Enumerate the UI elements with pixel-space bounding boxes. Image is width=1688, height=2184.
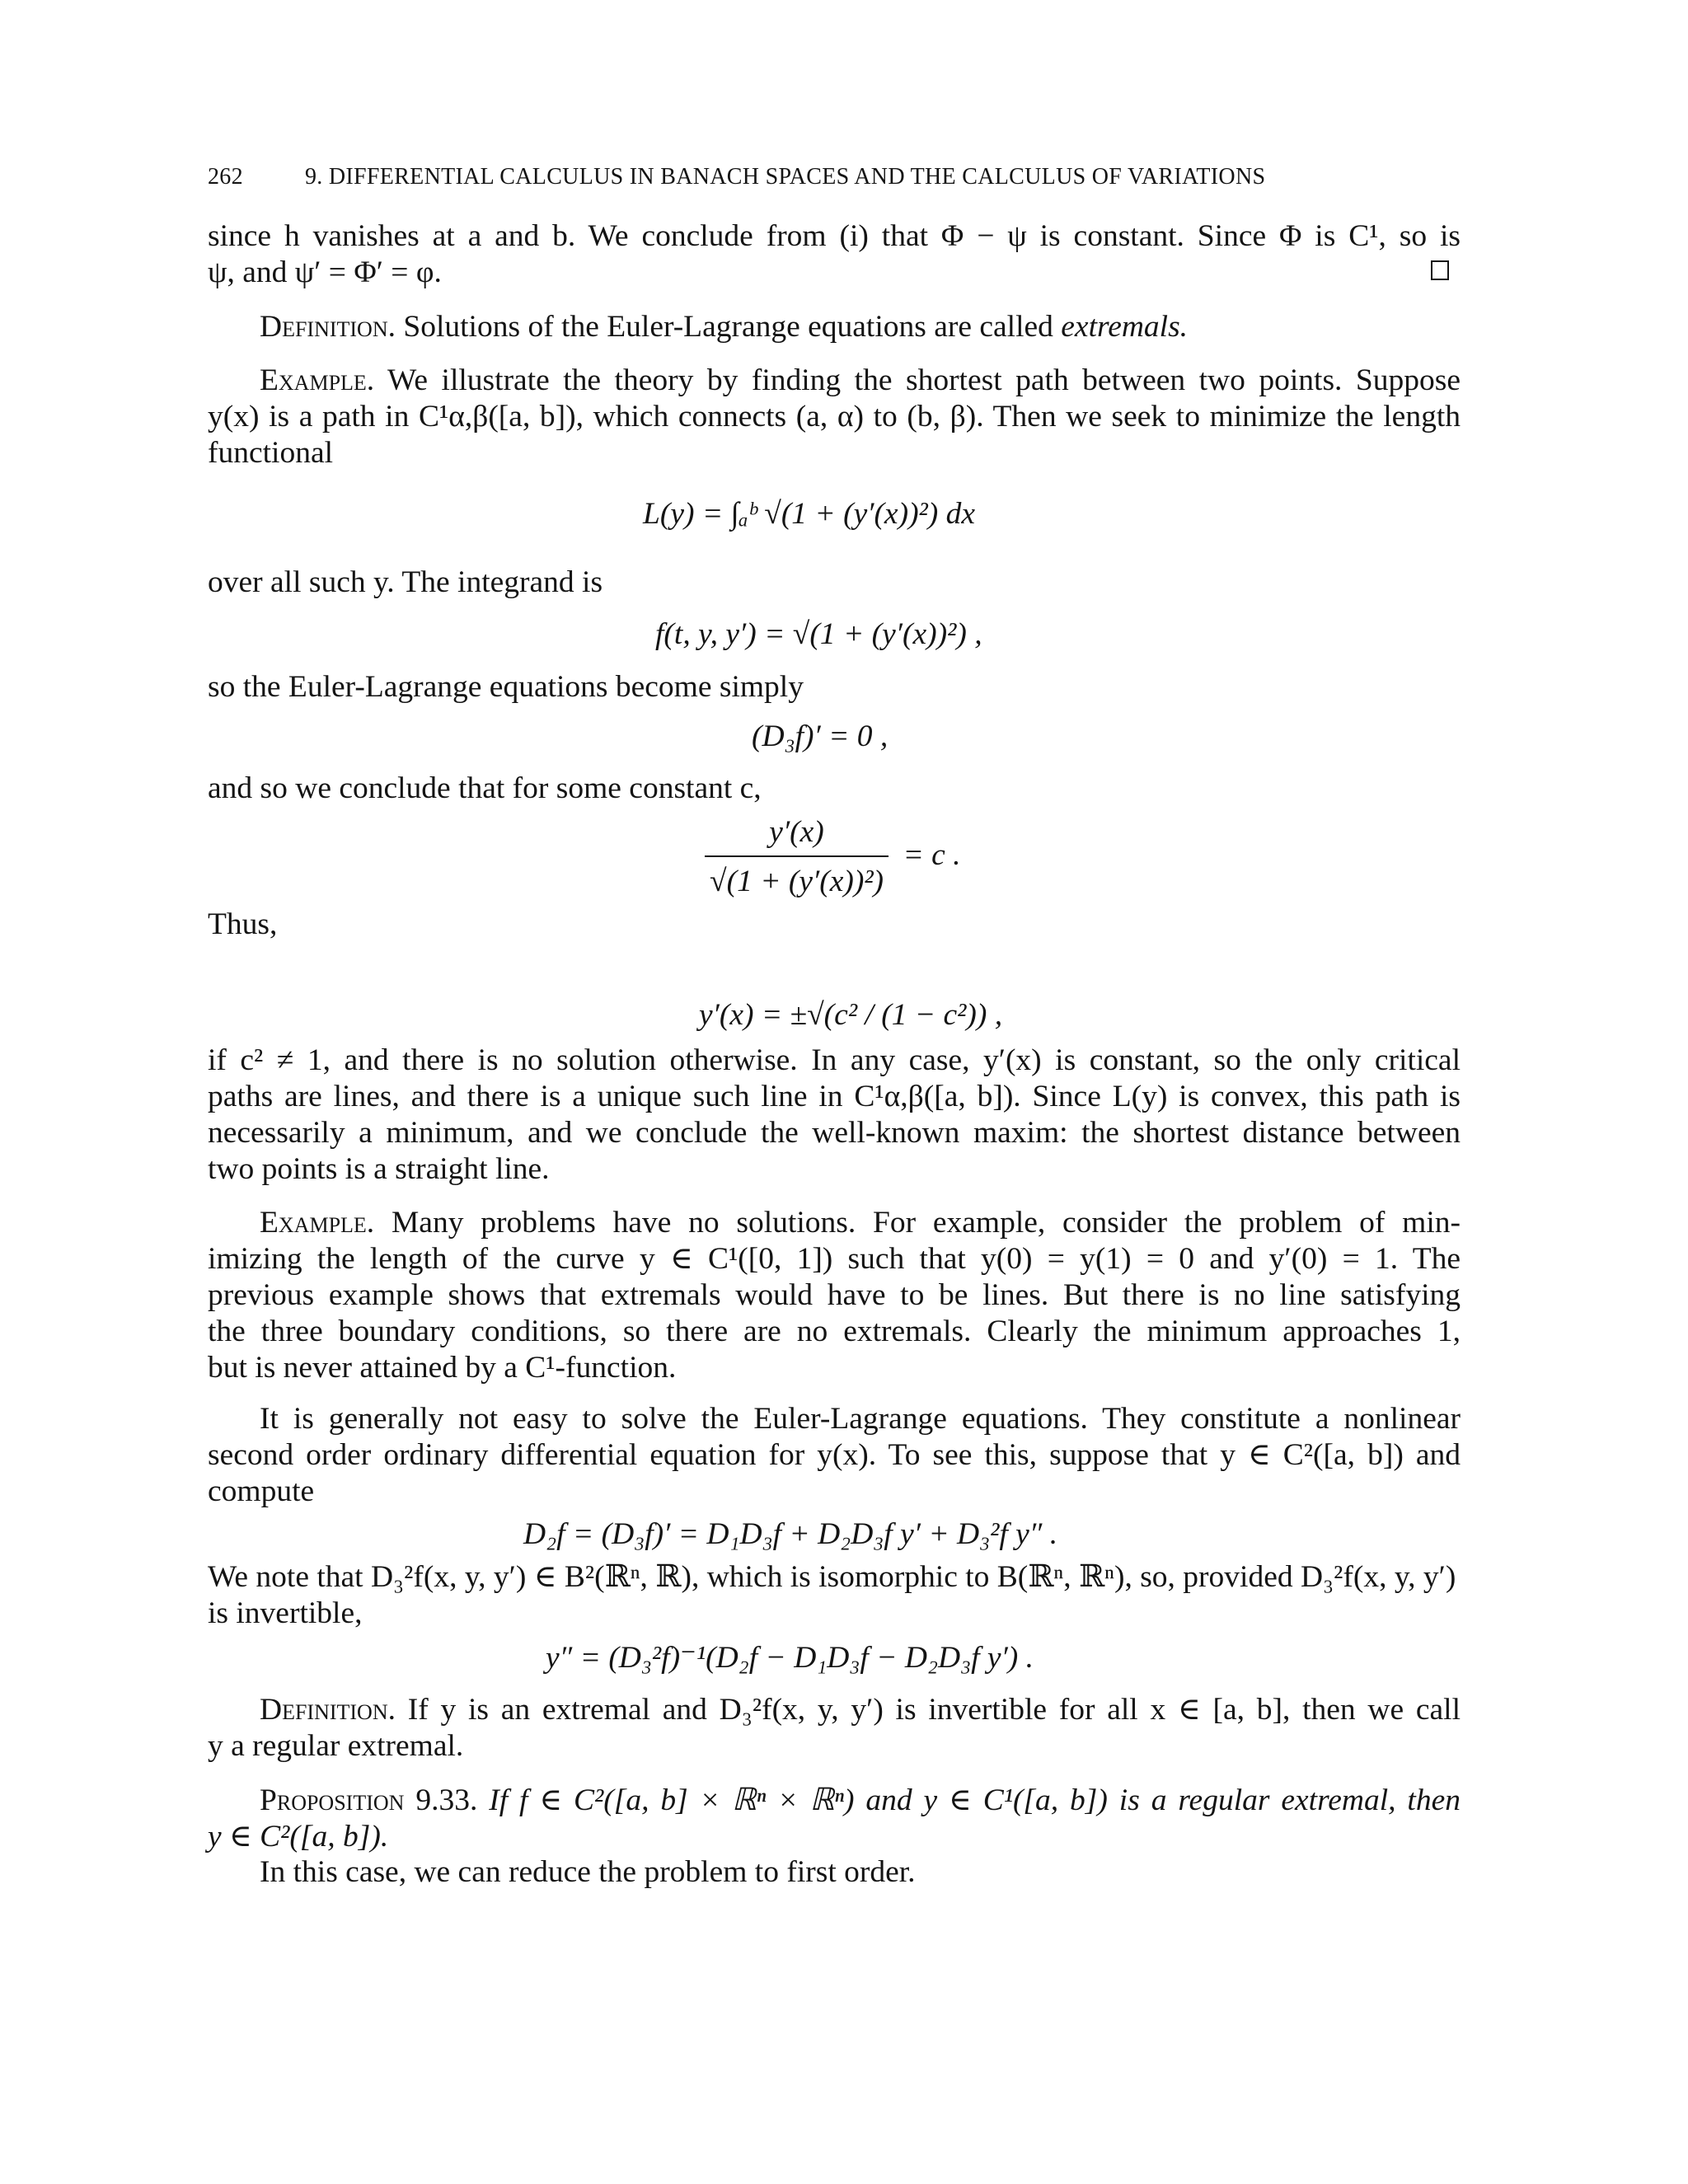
equation-fraction [705, 814, 961, 900]
equation-y-double-prime: y″ = (D₃²f)⁻¹(D₂f − D₁D₃f − D₂D₃f y′) . [546, 1641, 1034, 1675]
proposition-label: Proposition 9.33. [260, 1783, 478, 1817]
text-line: two points is a straight line. [208, 1152, 550, 1186]
text-line: y ∈ C²([a, b]). [208, 1820, 389, 1854]
proposition-9-33 [208, 1783, 1461, 1855]
equation-d3f: (D₃f)′ = 0 , [752, 719, 889, 753]
text-line: if c² ≠ 1, and there is no solution otherwise. In any case, y′(x) is constant, so the only critical [208, 1043, 1461, 1077]
text-line: functional [208, 436, 334, 470]
text-line: and so we conclude that for some constant c, [208, 771, 762, 805]
definition-body: Solutions of the Euler-Lagrange equations are called [403, 310, 1053, 344]
fraction-denominator: √(1 + (y′(x))²) [710, 865, 884, 898]
qed-symbol [1431, 260, 1449, 280]
text-line: is invertible, [208, 1596, 363, 1630]
text-line: In this case, we can reduce the problem to first order. [260, 1855, 916, 1889]
equation-text: L(y) = ∫ₐᵇ √(1 + (y′(x))²) dx [643, 497, 976, 531]
definition-label: Definition. [260, 1693, 396, 1727]
fraction-numerator: y′(x) [705, 814, 889, 857]
paragraph-intro [208, 218, 1461, 291]
text-line [208, 363, 1461, 399]
text-line: imizing the length of the curve y ∈ C¹([0, 1]) such that y(0) = y(1) = 0 and y′(0) = 1. The [208, 1242, 1461, 1276]
equation-d2f: D₂f = (D₃f)′ = D₁D₃f + D₂D₃f y′ + D₃²f y″ . [523, 1517, 1058, 1551]
text-line: We note that D₃²f(x, y, y′) ∈ B²(ℝⁿ, ℝ), which is isomorphic to B(ℝⁿ, ℝⁿ), so, provided D₃²f(x, y, y′) [208, 1560, 1456, 1594]
text-line: so the Euler-Lagrange equations become simply [208, 670, 804, 704]
equation-rhs: = c . [903, 837, 961, 872]
text-fragment: Many problems have no solutions. For example, consider the problem of min- [391, 1206, 1461, 1240]
example-no-solutions [208, 1205, 1461, 1386]
text-line: Thus, [208, 907, 278, 941]
equation-integrand: f(t, y, y′) = √(1 + (y′(x))²) , [655, 617, 982, 651]
paragraph-ode [208, 1401, 1461, 1510]
definition-extremals [208, 309, 1461, 345]
text-line: y(x) is a path in C¹α,β([a, b]), which connects (a, α) to (b, β). Then we seek to minimize the length [208, 400, 1461, 434]
example-label: Example. [260, 1206, 375, 1240]
equation-length-functional [643, 470, 1039, 560]
fraction [705, 814, 889, 900]
text-line: necessarily a minimum, and we conclude the well-known maxim: the shortest distance between [208, 1116, 1461, 1150]
running-head: 9. DIFFERENTIAL CALCULUS IN BANACH SPACES AND THE CALCULUS OF VARIATIONS [305, 164, 1266, 190]
text-line [208, 1205, 1461, 1241]
text-line [208, 1692, 1461, 1728]
text-euler-lagrange [208, 669, 1461, 705]
text-fragment: If y is an extremal and D₃²f(x, y, y′) is invertible for all x ∈ [a, b], then we call [407, 1693, 1461, 1727]
text-line: the three boundary conditions, so there are no extremals. Clearly the minimum approaches 1, [208, 1315, 1461, 1348]
paragraph-isomorphic [208, 1559, 1493, 1632]
text-line: ψ, and ψ′ = Φ′ = φ. [208, 255, 442, 289]
text-thus [208, 907, 1461, 943]
page-number: 262 [208, 164, 243, 190]
text-line: It is generally not easy to solve the Euler-Lagrange equations. They constitute a nonlinear [260, 1402, 1461, 1436]
text-line: paths are lines, and there is a unique such line in C¹α,β([a, b]). Since L(y) is convex, this path is [208, 1080, 1461, 1113]
text-constant [208, 771, 1461, 807]
text-line [208, 1783, 1461, 1819]
text-integrand [208, 565, 1461, 601]
proposition-body: If f ∈ C²([a, b] × ℝⁿ × ℝⁿ) and y ∈ C¹([a, b]) is a regular extremal, then [489, 1783, 1461, 1817]
example-shortest-path [208, 363, 1461, 471]
definition-regular-extremal [208, 1692, 1461, 1765]
text-fragment: We illustrate the theory by finding the shortest path between two points. Suppose [387, 363, 1461, 397]
paragraph-final [208, 1854, 1461, 1891]
text-line: over all such y. The integrand is [208, 565, 603, 599]
example-label: Example. [260, 363, 375, 397]
text-line: y a regular extremal. [208, 1729, 464, 1763]
text-line: previous example shows that extremals would have to be lines. But there is no line satisfying [208, 1278, 1461, 1312]
paragraph-conclusion [208, 1043, 1461, 1188]
definition-term: extremals. [1061, 310, 1189, 344]
text-line: since h vanishes at a and b. We conclude from (i) that Φ − ψ is constant. Since Φ is C¹, so is [208, 219, 1461, 253]
text-line: compute [208, 1474, 315, 1508]
definition-label: Definition. [260, 310, 396, 344]
equation-derivative: y′(x) = ±√(c² / (1 − c²)) , [699, 998, 1003, 1032]
text-line: second order ordinary differential equation for y(x). To see this, suppose that y ∈ C²([a, b]) and [208, 1438, 1461, 1472]
text-line: but is never attained by a C¹-function. [208, 1351, 677, 1385]
